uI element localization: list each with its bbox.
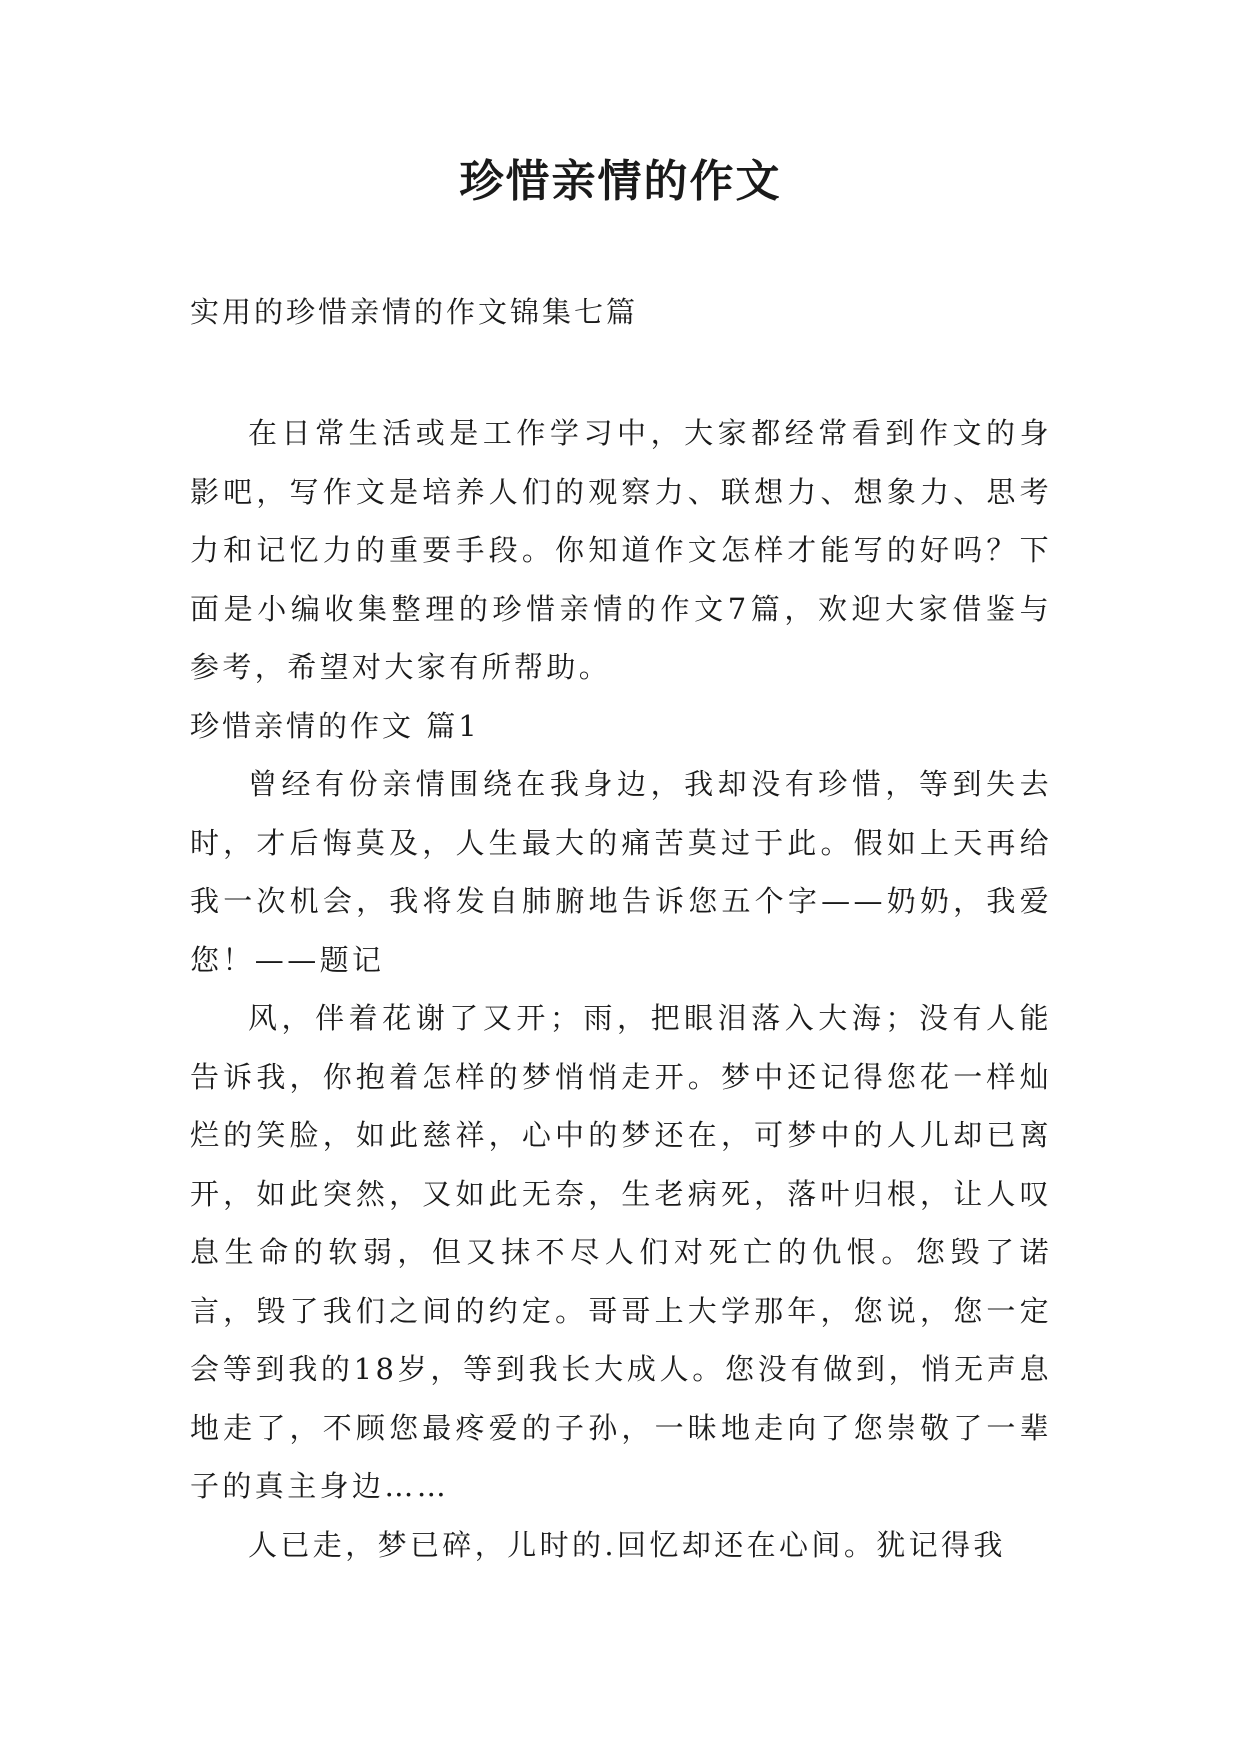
document-title: 珍惜亲情的作文 (459, 156, 782, 207)
section-heading: 珍惜亲情的作文 篇1 (190, 708, 480, 743)
body-paragraph: 风，伴着花谢了又开；雨，把眼泪落入大海；没有人能告诉我，你抱着怎样的梦悄悄走开。梦中还记得您花一样灿烂的笑脸，如此慈祥，心中的梦还在，可梦中的人儿却已离开，如此突然，又如此无奈，生老病死，落叶归根，让人叹息生命的软弱，但又抹不尽人们对死亡的仇恨。您毁了诺言，毁了我们之间的约定。哥哥上大学那年，您说，您一定会等到我的18岁，等到我长大成人。您没有做到，悄无声息地走了，不顾您最疼爱的子孙，一昧地走向了您崇敬了一辈子的真主身边…… (190, 1001, 1052, 1503)
body-paragraph: 人已走，梦已碎，儿时的.回忆却还在心间。犹记得我 (248, 1527, 1006, 1562)
document-subtitle: 实用的珍惜亲情的作文锦集七篇 (190, 295, 639, 329)
document-body (190, 404, 1052, 1574)
body-paragraph: 曾经有份亲情围绕在我身边，我却没有珍惜，等到失去时，才后悔莫及，人生最大的痛苦莫过于此。假如上天再给我一次机会，我将发自肺腑地告诉您五个字——奶奶，我爱您！——题记 (190, 767, 1052, 977)
intro-paragraph: 在日常生活或是工作学习中，大家都经常看到作文的身影吧，写作文是培养人们的观察力、联想力、想象力、思考力和记忆力的重要手段。你知道作文怎样才能写的好吗？下面是小编收集整理的珍惜亲情的作文7篇，欢迎大家借鉴与参考，希望对大家有所帮助。 (190, 416, 1052, 684)
